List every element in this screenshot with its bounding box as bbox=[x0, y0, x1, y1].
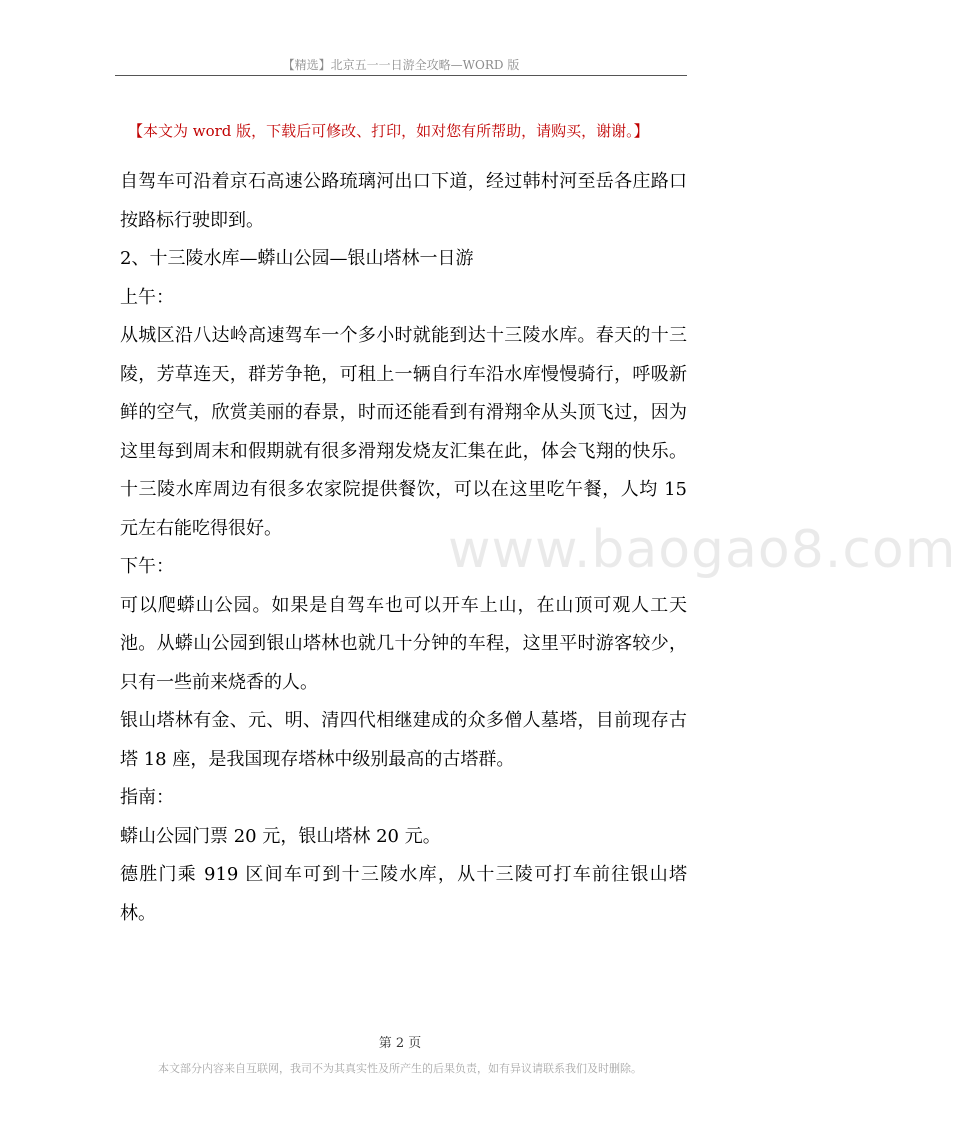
paragraph-ming-tombs-reservoir: 从城区沿八达岭高速驾车一个多小时就能到达十三陵水库。春天的十三陵，芳草连天，群芳争艳，可租上一辆自行车沿水库慢慢骑行，呼吸新鲜的空气，欣赏美丽的春景，时而还能看到有滑翔伞从头顶飞过，因为这里每到周末和假期就有很多滑翔发烧友汇集在此，体会飞翔的快乐。十三陵水库周边有很多农家院提供餐饮，可以在这里吃午餐，人均 15 元左右能吃得很好。 bbox=[120, 325, 687, 539]
subheading-afternoon: 下午： bbox=[120, 556, 174, 577]
page-number: 第 2 页 bbox=[378, 1036, 422, 1051]
watermark: www.baogao8.com bbox=[448, 520, 956, 580]
page-header: 【精选】北京五一一日游全攻略—WORD 版 bbox=[282, 58, 520, 72]
header-divider bbox=[115, 75, 687, 76]
paragraph-driving-directions: 自驾车可沿着京石高速公路琉璃河出口下道，经过韩村河至岳各庄路口按路标行驶即到。 bbox=[120, 171, 687, 231]
subheading-morning: 上午： bbox=[120, 286, 174, 308]
section-heading-day-trip-2: 2、十三陵水库—蟒山公园—银山塔林一日游 bbox=[120, 248, 474, 269]
purchase-notice: 【本文为 word 版，下载后可修改、打印，如对您有所帮助，请购买，谢谢。】 bbox=[128, 122, 649, 140]
paragraph-yinshan-pagoda-forest: 银山塔林有金、元、明、清四代相继建成的众多僧人墓塔，目前现存古塔 18 座，是我国现存塔林中级别最高的古塔群。 bbox=[120, 710, 687, 770]
subheading-guide: 指南： bbox=[120, 787, 174, 808]
paragraph-bus-route: 德胜门乘 919 区间车可到十三陵水库，从十三陵可打车前往银山塔林。 bbox=[120, 864, 687, 924]
paragraph-ticket-prices: 蟒山公园门票 20 元，银山塔林 20 元。 bbox=[120, 825, 441, 847]
footer-disclaimer: 本文部分内容来自互联网，我司不为其真实性及所产生的后果负责，如有异议请联系我们及时删除。 bbox=[158, 1062, 642, 1075]
paragraph-mangshan-park: 可以爬蟒山公园。如果是自驾车也可以开车上山，在山顶可观人工天池。从蟒山公园到银山塔林也就几十分钟的车程，这里平时游客较少，只有一些前来烧香的人。 bbox=[120, 594, 687, 693]
